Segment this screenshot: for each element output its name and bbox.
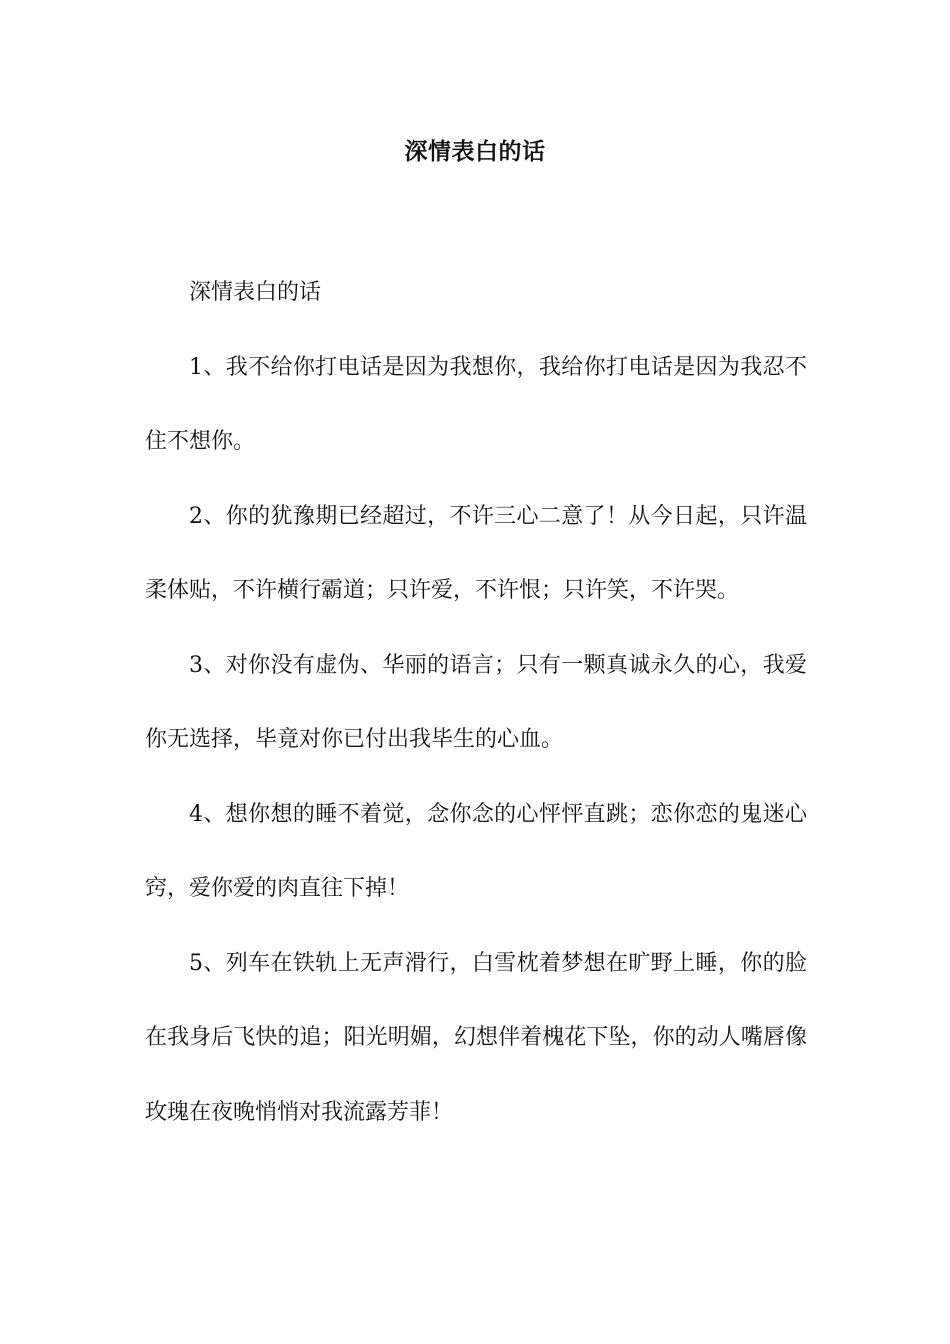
subtitle-paragraph: 深情表白的话 <box>189 280 322 305</box>
paragraph-5: 5、列车在铁轨上无声滑行，白雪枕着梦想在旷野上睡，你的脸在我身后飞快的追；阳光明媚，幻想伴着槐花下坠，你的动人嘴唇像玫瑰在夜晚悄悄对我流露芳菲！ <box>145 950 807 1125</box>
document-body <box>145 256 807 1150</box>
paragraph-3: 3、对你没有虚伪、华丽的语言；只有一颗真诚永久的心，我爱你无选择，毕竟对你已付出我毕生的心血。 <box>145 652 807 752</box>
paragraph-1: 1、我不给你打电话是因为我想你，我给你打电话是因为我忍不住不想你。 <box>145 354 807 454</box>
document-title: 深情表白的话 <box>404 139 546 165</box>
paragraph-2: 2、你的犹豫期已经超过，不许三心二意了！从今日起，只许温柔体贴，不许横行霸道；只许爱，不许恨；只许笑，不许哭。 <box>145 503 807 603</box>
paragraph-4: 4、想你想的睡不着觉，念你念的心怦怦直跳；恋你恋的鬼迷心窍，爱你爱的肉直往下掉！ <box>145 801 807 901</box>
